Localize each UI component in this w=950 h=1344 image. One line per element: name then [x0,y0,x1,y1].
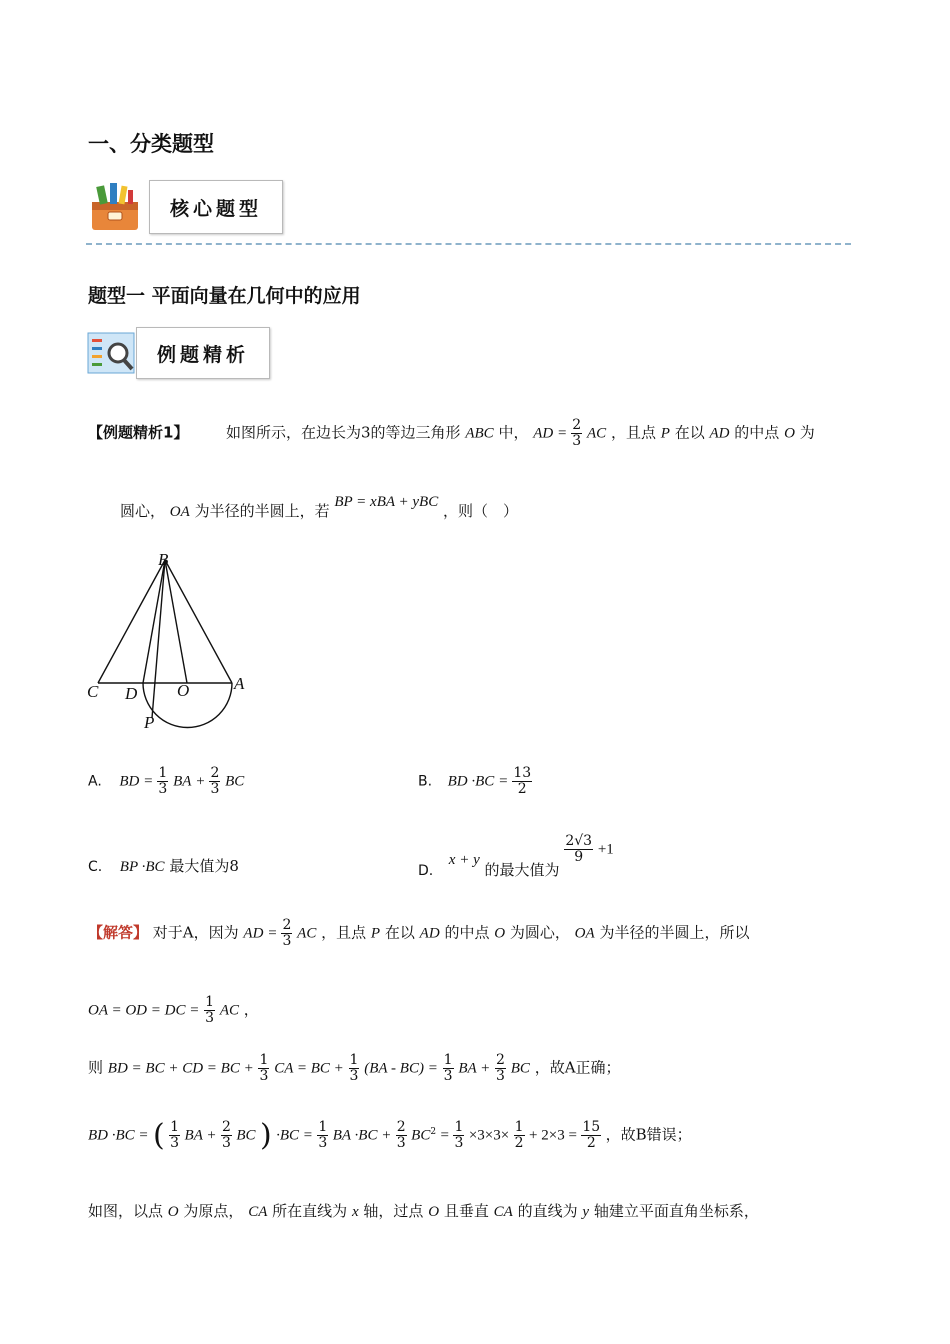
problem-text: ，且点 [610,423,656,442]
fraction: $\frac{2}{3}$ [396,1119,406,1151]
option-d-expr: x + y [448,851,480,868]
option-d[interactable] [418,833,614,879]
solution-line-3 [88,1053,621,1084]
point-O: O [167,1204,179,1220]
triangle-name: ABC [465,425,494,442]
fraction: $\frac{1}{3}$ [170,1119,180,1151]
solution-text: 对于A，因为 [152,923,239,942]
equation: + 2×3 = [529,1127,577,1144]
point-P: P [660,425,670,442]
equation: BA + [458,1060,491,1077]
equals: = [144,773,153,790]
option-d-label: D. [418,862,434,879]
segment-AD: AD [419,925,440,942]
core-badge-label: 核心题型 [149,180,283,234]
solution-text: 则 [88,1058,104,1077]
solution-text: 为半径的半圆上，所以 [599,923,750,942]
option-a[interactable] [88,766,244,797]
point-O: O [428,1204,440,1220]
equals: = [499,773,508,790]
option-c-label: C. [88,859,103,875]
vector-AD: AD [533,425,554,442]
equation: OA = OD = DC = [88,1002,200,1019]
toolbox-icon [88,180,144,234]
label-C: C [87,682,99,701]
vector-equation: BP = xBA + yBC [334,494,439,510]
problem-line-2 [120,494,519,521]
equation: BC [411,1127,431,1144]
fraction: $\frac{2}{3}$ [210,765,220,797]
fraction: $\frac{2}{3}$ [282,917,292,949]
right-paren: ) [259,1118,272,1153]
option-c-expr: BP ·BC [119,859,165,875]
solution-text: 的直线为 [517,1202,578,1220]
label-O: O [177,681,190,700]
solution-text: 且垂直 [443,1202,489,1220]
fraction: $\frac{1}{2}$ [514,1119,524,1151]
axis-y: y [582,1204,590,1220]
example-badge [86,327,272,379]
equation: CA = BC + [274,1060,344,1077]
point-P: P [370,925,381,942]
equation: ·BC = [276,1127,313,1144]
solution-text: 在以 [384,923,415,942]
equation: (BA - BC) = [364,1060,438,1077]
term: BA [173,773,192,790]
equals: = [558,425,567,442]
divider [86,243,851,245]
option-b-expr: BD ·BC [447,773,495,790]
segment-OA: OA [574,925,595,942]
option-d-text: 的最大值为 [484,860,560,879]
axis-x: x [351,1204,359,1220]
equals: = [268,925,277,942]
equation: BA + [184,1127,217,1144]
plus-one: +1 [597,841,614,858]
fraction: $\frac{2}{3}$ [572,417,582,449]
left-paren: ( [153,1118,165,1153]
option-c[interactable] [88,855,239,876]
segment-CA: CA [248,1204,268,1220]
equation: BC [236,1127,256,1144]
problem-text: 为半径的半圆上，若 [194,502,330,520]
solution-text: 所在直线为 [272,1202,348,1220]
comma: ， [243,1000,259,1019]
vector-AC: AC [587,425,607,442]
solution-text: 为圆心， [509,923,570,942]
solution-text: 为原点， [183,1202,244,1220]
solution-line-1 [88,918,749,949]
equation: BD = BC + CD = BC + [107,1060,254,1077]
problem-text: 的中点 [734,423,780,442]
solution-text: ，故A正确； [534,1058,621,1077]
term: BC [225,773,245,790]
equals: = [440,1127,449,1144]
fraction: $\frac{13}{2}$ [513,765,532,797]
label-A: A [234,674,245,693]
fraction: $\frac{15}{2}$ [582,1119,601,1151]
fraction: $\frac{2}{3}$ [221,1119,231,1151]
equation: BD ·BC = [88,1127,149,1144]
problem-text: ，则（ ） [443,502,519,520]
superscript: 2 [430,1126,437,1137]
fraction: $\frac{1}{3}$ [454,1119,464,1151]
section-title: 一、分类题型 [88,132,214,156]
solution-line-2 [88,995,259,1026]
solution-tag: 【解答】 [88,923,149,942]
option-a-label: A. [88,773,102,790]
fraction: $\frac{1}{3}$ [205,994,215,1026]
solution-text: ，故B错误； [605,1125,692,1144]
label-B: B [158,550,169,569]
fraction: $\frac{1}{3}$ [318,1119,328,1151]
problem-tag: 【例题精析1】 [88,423,189,442]
option-b[interactable] [418,766,532,797]
equation: BA ·BC + [332,1127,392,1144]
solution-text: 的中点 [444,923,490,942]
solution-line-5 [88,1200,759,1221]
option-b-label: B. [418,773,433,790]
label-D: D [125,684,138,703]
vector-AC: AC [297,925,317,942]
vector-AD: AD [243,925,264,942]
equation: BC [510,1060,530,1077]
segment-OA: OA [169,504,190,520]
magnifier-book-icon [86,329,138,377]
problem-text: 如图所示，在边长为3的等边三角形 [226,423,461,442]
solution-text: 轴建立平面直角坐标系， [593,1202,759,1220]
option-a-expr: BD [119,773,140,790]
core-badge [88,180,283,234]
segment-AD: AD [709,425,730,442]
problem-line-1 [88,418,815,449]
fraction: $\frac{2√3}{9}$ [565,833,593,865]
solution-text: 轴，过点 [363,1202,424,1220]
point-O: O [494,925,506,942]
fraction: $\frac{1}{3}$ [158,765,168,797]
solution-text: ，且点 [321,923,367,942]
type-title: 题型一 平面向量在几何中的应用 [88,285,361,307]
fraction: $\frac{1}{3}$ [443,1052,453,1084]
fraction: $\frac{1}{3}$ [259,1052,269,1084]
problem-text: 中， [498,423,529,442]
problem-text: 为 [799,423,815,442]
fraction: $\frac{1}{3}$ [349,1052,359,1084]
solution-line-4 [88,1118,692,1153]
fraction: $\frac{2}{3}$ [496,1052,505,1084]
geometry-figure [80,548,260,738]
problem-text: 在以 [674,423,705,442]
problem-text: 圆心， [120,502,166,520]
point-O: O [784,425,795,442]
segment-AC: AC [219,1002,239,1019]
solution-text: 如图，以点 [88,1202,164,1220]
label-P: P [144,713,155,732]
plus: + [196,773,205,790]
example-badge-label: 例题精析 [136,327,270,379]
segment-CA: CA [493,1204,513,1220]
equation: ×3×3× [468,1127,510,1144]
option-c-text: 最大值为8 [169,857,239,875]
